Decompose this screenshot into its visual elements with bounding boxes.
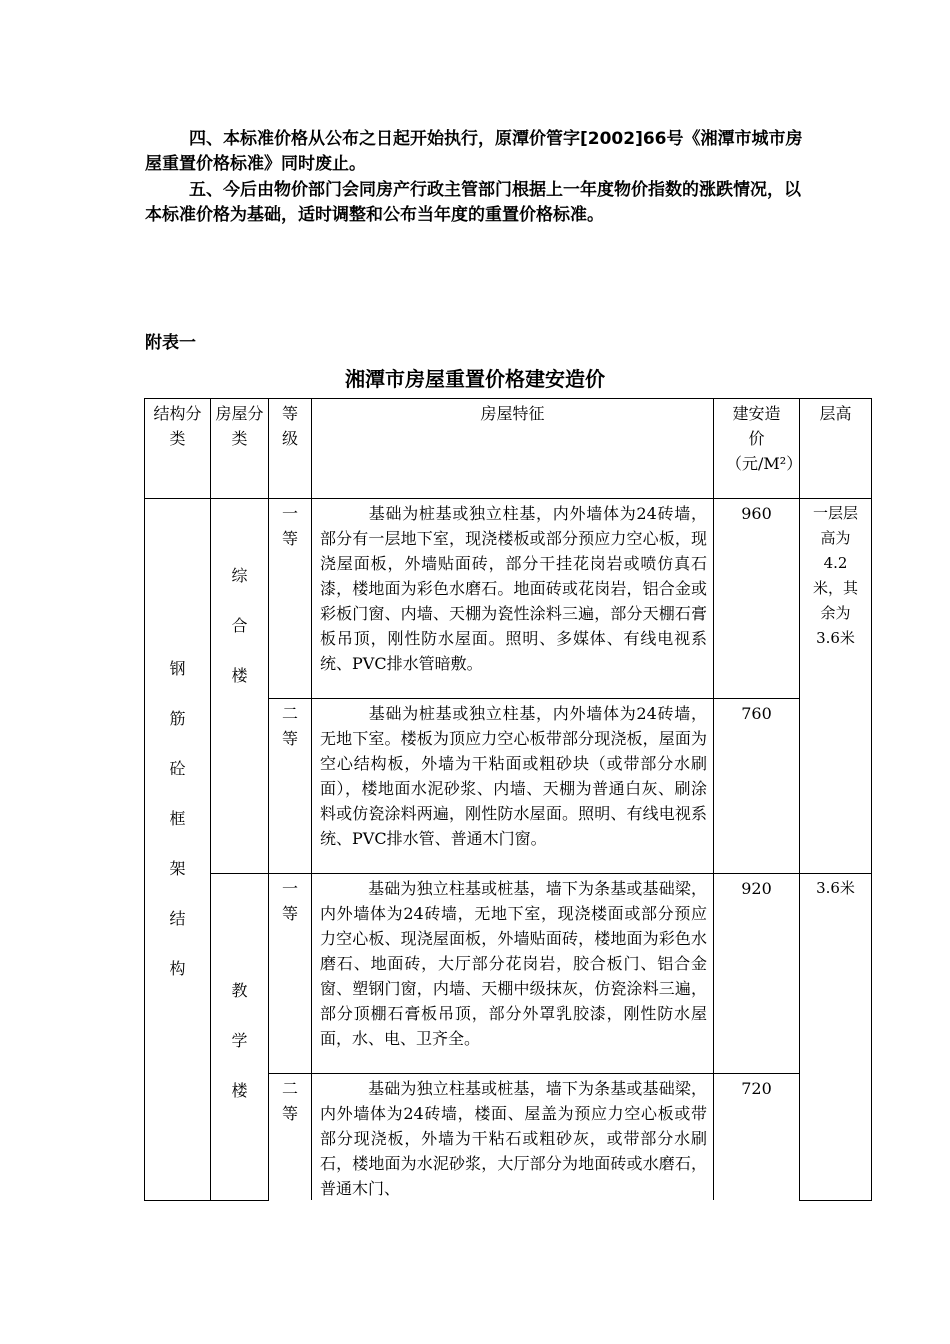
paragraph-five	[145, 178, 810, 228]
structure-class: 钢 筋 砼 框 架 结 构	[169, 659, 186, 979]
features-cell: 基础为桩基或独立柱基，内外墙体为24砖墙，部分有一层地下室，现浇楼板或部分预应力空心板，现浇屋面板，外墙贴面砖，部分干挂花岗岩或喷仿真石漆，楼地面为彩色水磨石。地面砖或花岗岩，铝合金或彩板门窗、内墙、天棚为瓷性涂料三遍，部分天棚石膏板吊顶，刚性防水屋面。照明、多媒体、有线电视系统、PVC排水管暗敷。	[312, 499, 714, 699]
price-table	[144, 398, 872, 1201]
grade-cell: 一等	[269, 499, 312, 699]
house-type-jiaoxuelou: 教 学 楼	[231, 981, 248, 1100]
header-price: 建安造价（元/M²）	[714, 399, 800, 499]
paragraph-five-text: 五、今后由物价部门会同房产行政主管部门根据上一年度物价指数的涨跌情况，以本标准价格为基础，适时调整和公布当年度的重置价格标准。	[145, 180, 801, 225]
price-cell: 720	[714, 1074, 800, 1201]
header-features: 房屋特征	[312, 399, 714, 499]
grade-cell: 二等	[269, 1074, 312, 1201]
floor-height-cell-1: 一层层高为4.2米，其余为3.6米	[800, 499, 872, 874]
header-house-type: 房屋分类	[211, 399, 269, 499]
price-cell: 960	[714, 499, 800, 699]
house-type-zonghelou: 综 合 楼	[231, 566, 248, 685]
header-grade: 等级	[269, 399, 312, 499]
features-cell: 基础为独立柱基或桩基，墙下为条基或基础梁，内外墙体为24砖墙，无地下室，现浇楼面或部分预应力空心板、现浇屋面板，外墙贴面砖，楼地面为彩色水磨石、地面砖，大厅部分花岗岩，胶合板门、铝合金窗、塑钢门窗，内墙、天棚中级抹灰，仿瓷涂料三遍，部分顶棚石膏板吊顶，部分外罩乳胶漆，刚性防水屋面，水、电、卫齐全。	[312, 874, 714, 1074]
price-cell: 760	[714, 699, 800, 874]
appendix-label: 附表一	[145, 333, 196, 353]
features-cell: 基础为独立柱基或桩基，墙下为条基或基础梁，内外墙体为24砖墙，楼面、屋盖为预应力空心板或带部分现浇板，外墙为干粘石或粗砂灰，或带部分水刷石，楼地面为水泥砂浆，大厅部分为地面砖或水磨石，普通木门、	[312, 1074, 714, 1201]
house-type-cell-2	[211, 874, 269, 1201]
house-type-cell-1	[211, 499, 269, 874]
structure-class-cell	[145, 499, 211, 1201]
header-structure: 结构分类	[145, 399, 211, 499]
header-floor-height: 层高	[800, 399, 872, 499]
grade-cell: 一等	[269, 874, 312, 1074]
price-cell: 920	[714, 874, 800, 1074]
paragraph-four-text: 四、本标准价格从公布之日起开始执行，原潭价管字[2002]66号《湘潭市城市房屋重置价格标准》同时废止。	[145, 129, 803, 174]
features-cell: 基础为桩基或独立柱基，内外墙体为24砖墙，无地下室。楼板为顶应力空心板带部分现浇板，屋面为空心结构板，外墙为干粘面或粗砂块（或带部分水刷面），楼地面水泥砂浆、内墙、天棚为普通白灰、刷涂料或仿瓷涂料两遍，刚性防水屋面。照明、有线电视系统、PVC排水管、普通木门窗。	[312, 699, 714, 874]
grade-cell: 二等	[269, 699, 312, 874]
floor-height-cell-2: 3.6米	[800, 874, 872, 1201]
table-title: 湘潭市房屋重置价格建安造价	[345, 367, 605, 391]
paragraph-four	[145, 127, 810, 177]
